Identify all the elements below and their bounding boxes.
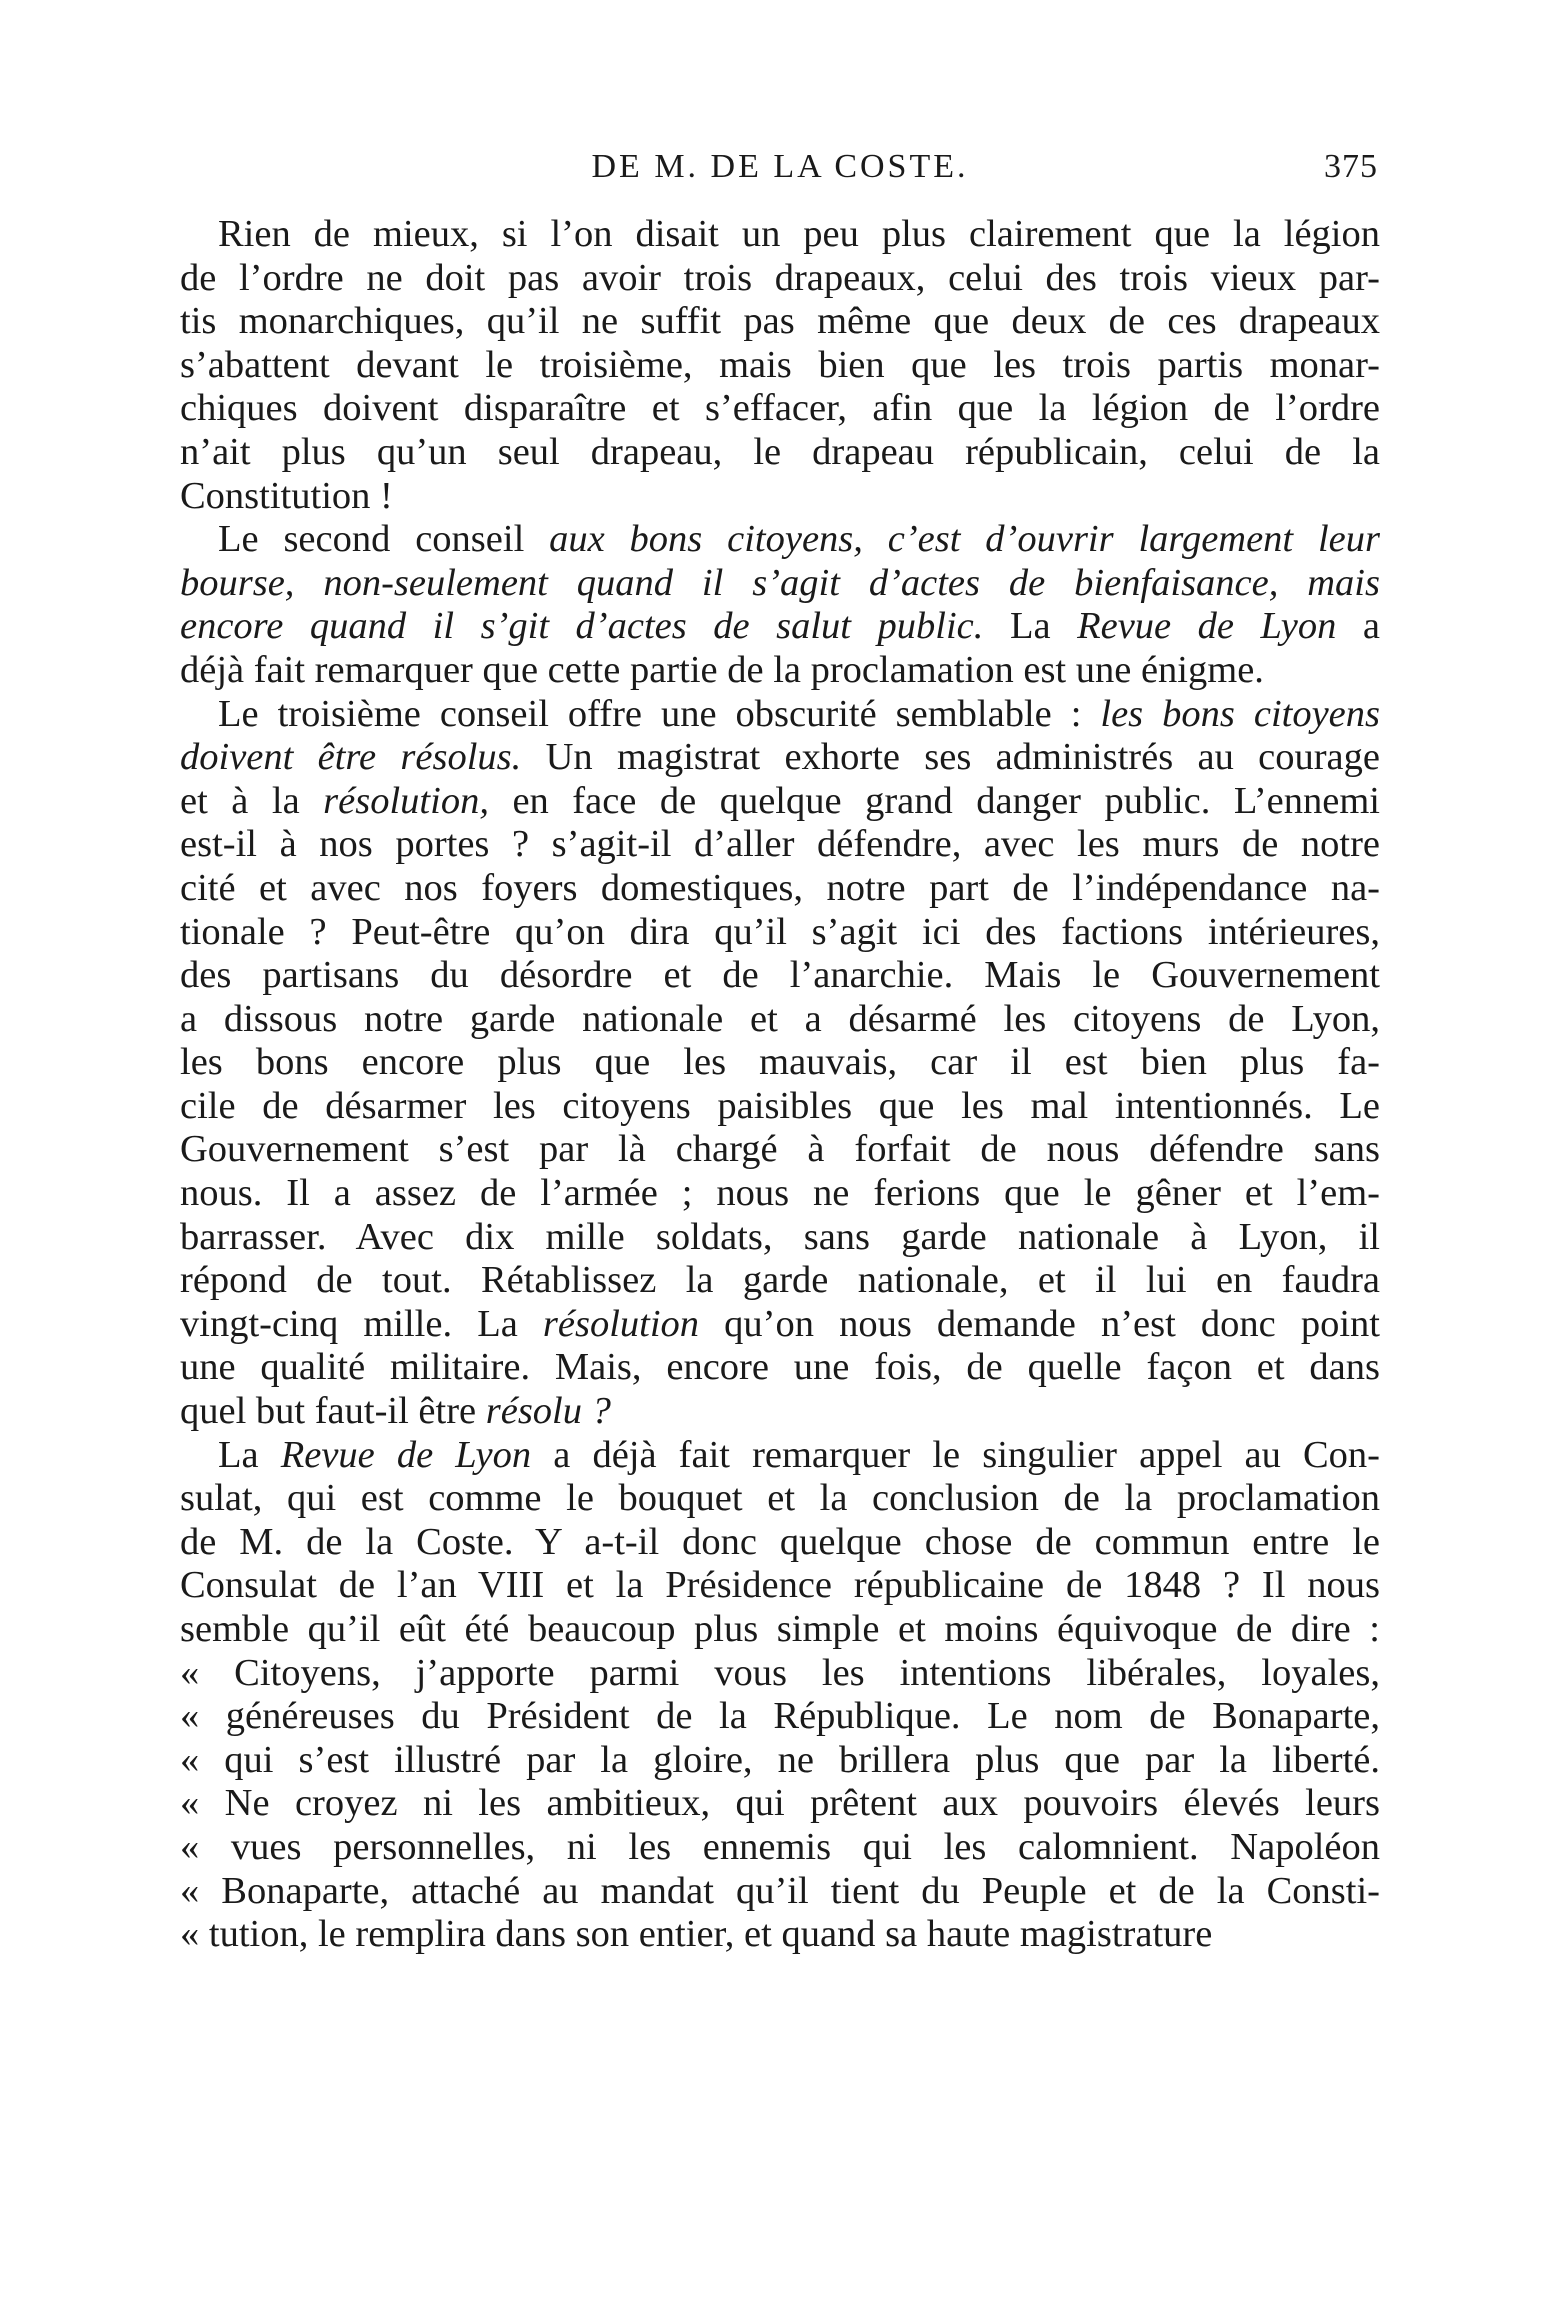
text-line: cile de désarmer les citoyens paisibles que les mal intentionnés. Le bbox=[180, 1084, 1380, 1127]
text-line: vingt-cinq mille. La résolution qu’on nous demande n’est donc point bbox=[180, 1302, 1380, 1345]
text-line: tis monarchiques, qu’il ne suffit pas même que deux de ces drapeaux bbox=[180, 300, 1380, 343]
text-line: les bons encore plus que les mauvais, car il est bien plus fa- bbox=[180, 1041, 1380, 1084]
text-line: « qui s’est illustré par la gloire, ne brillera plus que par la liberté. bbox=[180, 1738, 1380, 1781]
text-line: Le troisième conseil offre une obscurité semblable : les bons citoyens bbox=[218, 692, 1380, 735]
text-line: nous. Il a assez de l’armée ; nous ne ferions que le gêner et l’em- bbox=[180, 1172, 1380, 1215]
text-line: n’ait plus qu’un seul drapeau, le drapeau républicain, celui de la bbox=[180, 430, 1380, 473]
text-line: bourse, non-seulement quand il s’agit d’actes de bienfaisance, mais bbox=[180, 561, 1380, 604]
paragraph bbox=[180, 213, 1380, 518]
text-line: « généreuses du Président de la République. Le nom de Bonaparte, bbox=[180, 1695, 1380, 1738]
text-line: « Ne croyez ni les ambitieux, qui prêtent aux pouvoirs élevés leurs bbox=[180, 1782, 1380, 1825]
text-line: répond de tout. Rétablissez la garde nationale, et il lui en faudra bbox=[180, 1259, 1380, 1302]
text-line: « vues personnelles, ni les ennemis qui les calomnient. Napoléon bbox=[180, 1825, 1380, 1868]
text-line: tionale ? Peut-être qu’on dira qu’il s’agit ici des factions intérieures, bbox=[180, 910, 1380, 953]
text-line: s’abattent devant le troisième, mais bien que les trois partis monar- bbox=[180, 343, 1380, 386]
text-line: de l’ordre ne doit pas avoir trois drapeaux, celui des trois vieux par- bbox=[180, 256, 1380, 299]
text-line: a dissous notre garde nationale et a désarmé les citoyens de Lyon, bbox=[180, 997, 1380, 1040]
text-line: « tution, le remplira dans son entier, et quand sa haute magistrature bbox=[180, 1913, 1213, 1956]
text-line: barrasser. Avec dix mille soldats, sans garde nationale à Lyon, il bbox=[180, 1215, 1380, 1258]
text-line: « Bonaparte, attaché au mandat qu’il tient du Peuple et de la Consti- bbox=[180, 1869, 1380, 1912]
text-line: La Revue de Lyon a déjà fait remarquer le singulier appel au Con- bbox=[218, 1433, 1380, 1476]
page-number: 375 bbox=[1324, 148, 1378, 185]
body-text bbox=[180, 213, 1380, 1957]
text-line: de M. de la Coste. Y a-t-il donc quelque chose de commun entre le bbox=[180, 1520, 1380, 1563]
text-line: Gouvernement s’est par là chargé à forfait de nous défendre sans bbox=[180, 1128, 1380, 1171]
text-line: est-il à nos portes ? s’agit-il d’aller défendre, avec les murs de notre bbox=[180, 823, 1380, 866]
text-line: déjà fait remarquer que cette partie de la proclamation est une énigme. bbox=[180, 648, 1264, 691]
text-line: Consulat de l’an VIII et la Présidence républicaine de 1848 ? Il nous bbox=[180, 1564, 1380, 1607]
text-line: doivent être résolus. Un magistrat exhorte ses administrés au courage bbox=[180, 736, 1380, 779]
text-line: des partisans du désordre et de l’anarchie. Mais le Gouvernement bbox=[180, 954, 1380, 997]
text-line: semble qu’il eût été beaucoup plus simple et moins équivoque de dire : bbox=[180, 1608, 1380, 1650]
text-line: une qualité militaire. Mais, encore une fois, de quelle façon et dans bbox=[180, 1346, 1380, 1389]
text-line: Constitution ! bbox=[180, 474, 393, 517]
page-header bbox=[180, 148, 1380, 198]
running-title: DE M. DE LA COSTE. bbox=[591, 148, 969, 185]
paragraph bbox=[180, 518, 1380, 692]
text-line: chiques doivent disparaître et s’effacer, afin que la légion de l’ordre bbox=[180, 387, 1380, 430]
text-line: quel but faut-il être résolu ? bbox=[180, 1390, 611, 1433]
text-line: Rien de mieux, si l’on disait un peu plus clairement que la légion bbox=[218, 213, 1380, 255]
paragraph bbox=[180, 693, 1380, 1434]
text-line: sulat, qui est comme le bouquet et la conclusion de la proclamation bbox=[180, 1477, 1380, 1520]
text-line: « Citoyens, j’apporte parmi vous les intentions libérales, loyales, bbox=[180, 1651, 1380, 1694]
text-line: encore quand il s’git d’actes de salut public. La Revue de Lyon a bbox=[180, 605, 1380, 648]
text-line: cité et avec nos foyers domestiques, notre part de l’indépendance na- bbox=[180, 866, 1380, 909]
text-line: Le second conseil aux bons citoyens, c’est d’ouvrir largement leur bbox=[218, 518, 1380, 561]
text-line: et à la résolution, en face de quelque grand danger public. L’ennemi bbox=[180, 779, 1380, 822]
paragraph bbox=[180, 1434, 1380, 1957]
